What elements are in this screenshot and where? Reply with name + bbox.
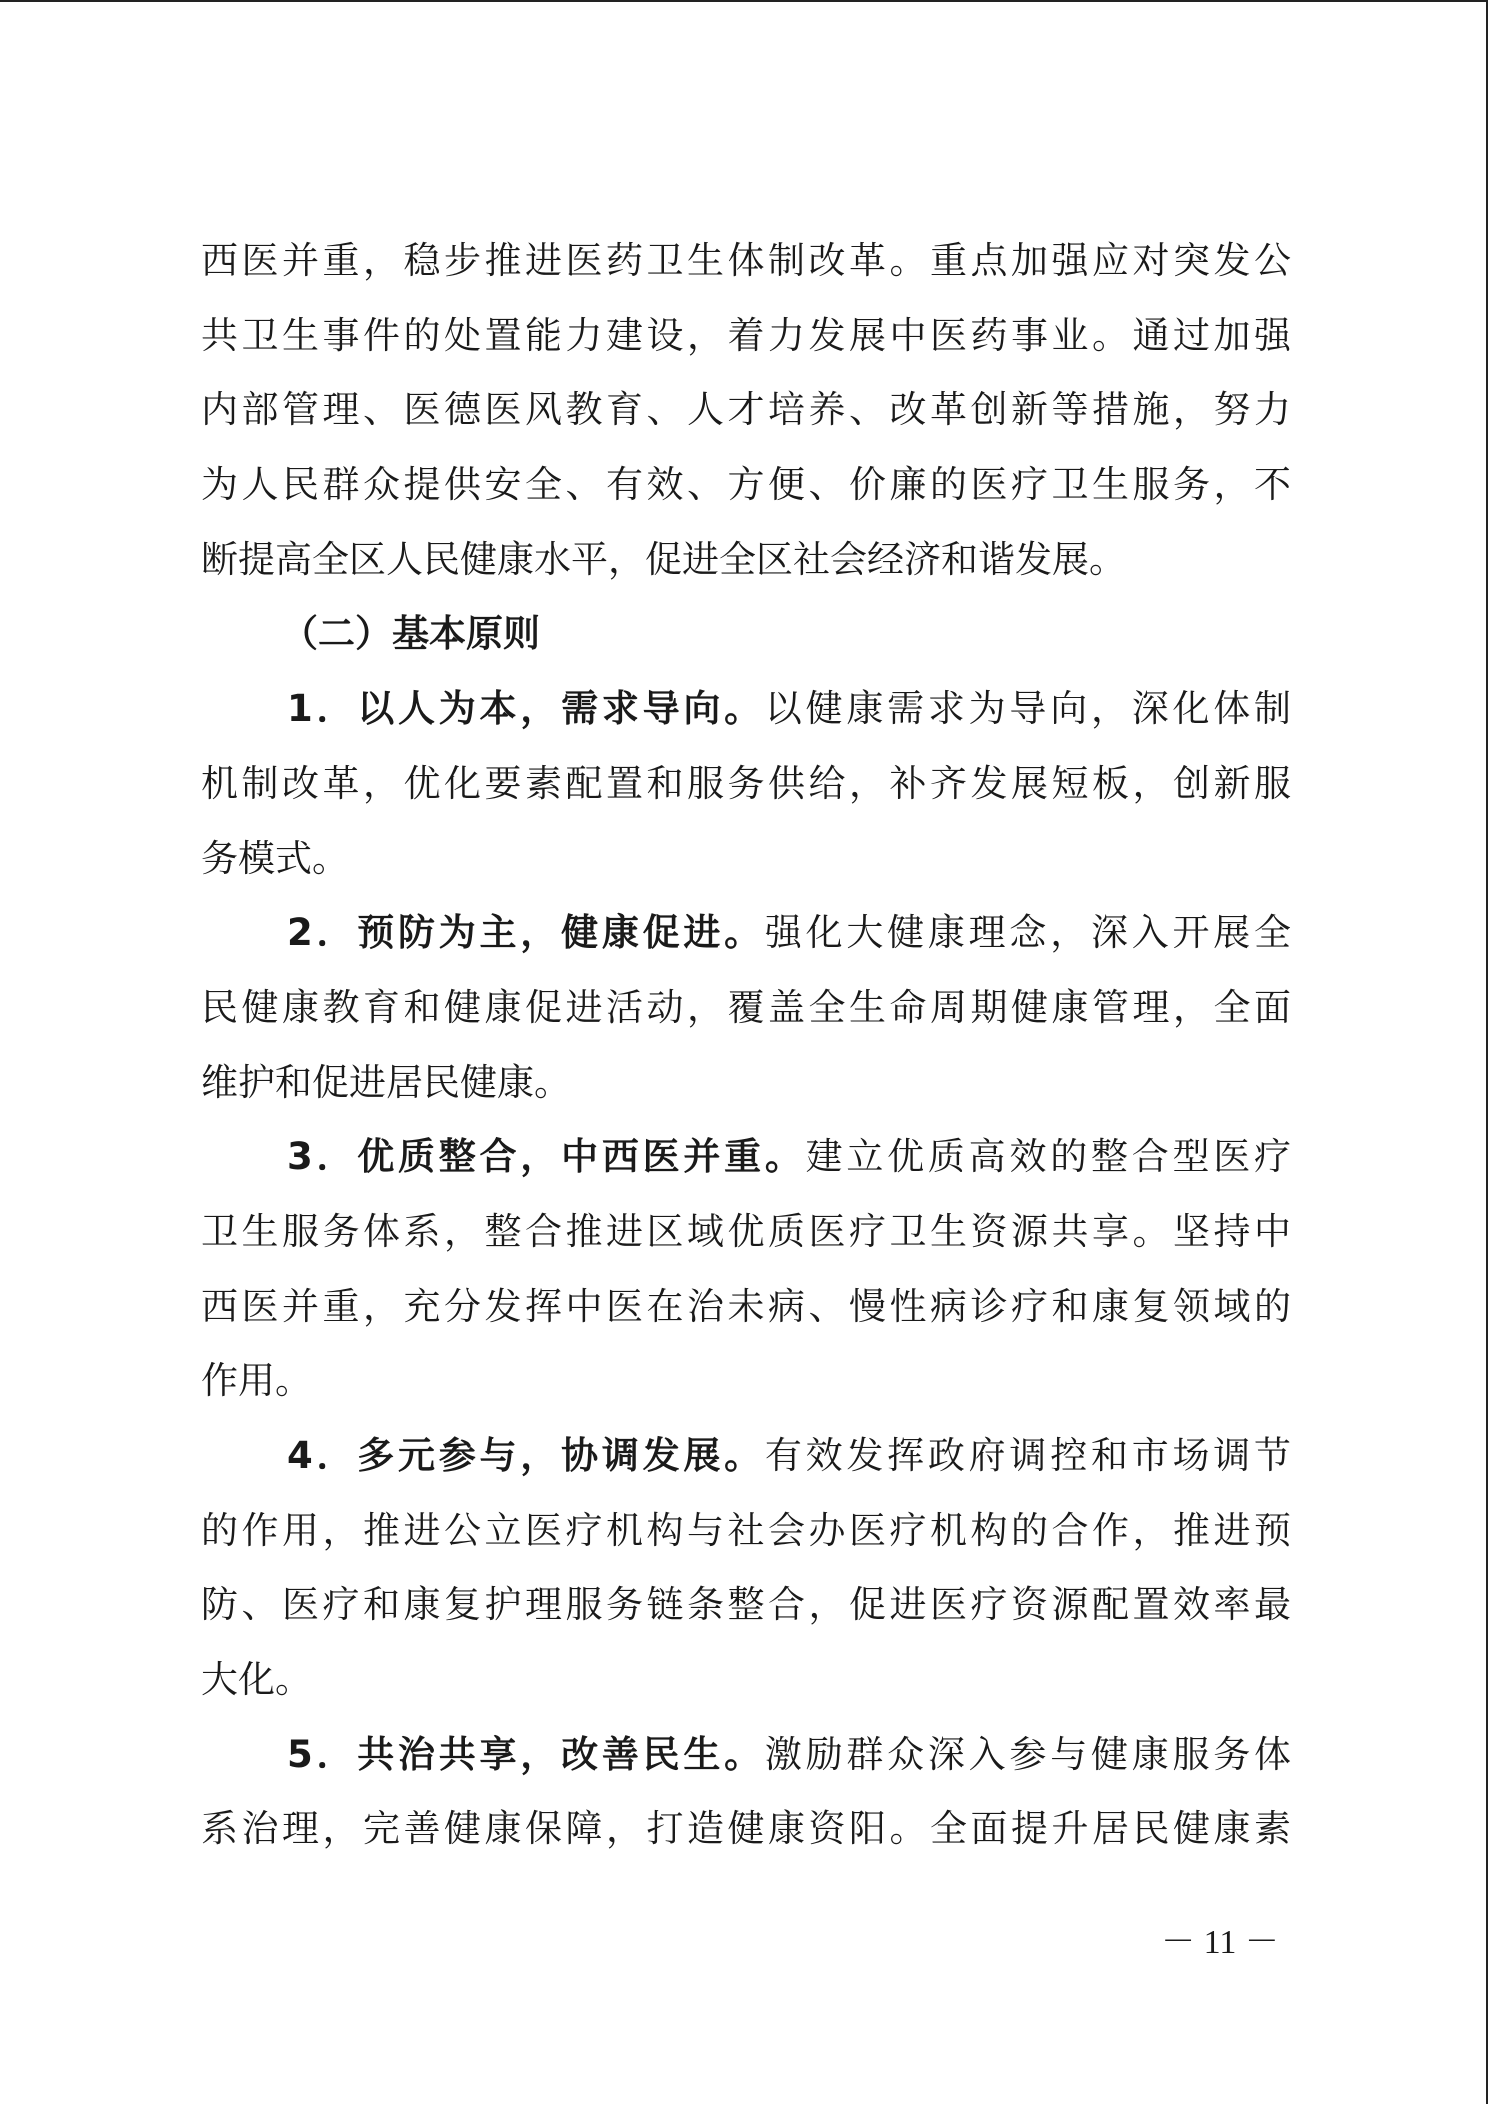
principle-title: 共治共享，改善民生。 — [357, 1732, 765, 1776]
principle-title: 优质整合，中西医并重。 — [357, 1135, 806, 1179]
body-text-line: 务模式。 — [201, 836, 349, 880]
principle-first-line — [201, 896, 1291, 971]
principle-title: 预防为主，健康促进。 — [357, 911, 765, 955]
body-text-line: 共卫生事件的处置能力建设，着力发展中医药事业。通过加强 — [201, 313, 1291, 357]
principle-text: 激励群众深入参与健康服务体 — [764, 1732, 1291, 1776]
body-text-line: 的作用，推进公立医疗机构与社会办医疗机构的合作，推进预 — [201, 1508, 1291, 1552]
principle-title: 多元参与，协调发展。 — [357, 1434, 765, 1477]
body-text-line: 西医并重，稳步推进医药卫生体制改革。重点加强应对突发公 — [201, 239, 1291, 282]
body-text-line: 民健康教育和健康促进活动，覆盖全生命周期健康管理，全面 — [201, 985, 1291, 1029]
page-number: － 11 － — [1161, 1924, 1279, 1961]
body-text-line: 系治理，完善健康保障，打造健康资阳。全面提升居民健康素 — [201, 1807, 1291, 1851]
principle-number: 5． — [287, 1732, 358, 1776]
body-text-line: 断提高全区人民健康水平，促进全区社会经济和谐发展。 — [201, 537, 1126, 581]
body-text-line: 为人民群众提供安全、有效、方便、价廉的医疗卫生服务，不 — [201, 463, 1291, 507]
principle-text: 强化大健康理念，深入开展全 — [764, 911, 1291, 955]
body-text-line: 卫生服务体系，整合推进区域优质医疗卫生资源共享。坚持中 — [201, 1209, 1291, 1253]
body-text-line: 内部管理、医德医风教育、人才培养、改革创新等措施，努力 — [201, 388, 1291, 432]
section-heading: （二）基本原则 — [281, 612, 540, 656]
body-text-line: 机制改革，优化要素配置和服务供给，补齐发展短板，创新服 — [201, 761, 1291, 805]
principle-text: 有效发挥政府调控和市场调节 — [764, 1434, 1291, 1477]
document-body — [201, 224, 1291, 1867]
principle-number: 2． — [287, 911, 358, 955]
principle-title: 以人为本，需求导向。 — [357, 687, 765, 731]
principle-number: 3． — [287, 1135, 358, 1179]
principle-number: 4． — [287, 1434, 358, 1477]
body-text-line: 维护和促进居民健康。 — [201, 1060, 571, 1104]
principle-first-line — [201, 672, 1291, 747]
body-text-line: 作用。 — [201, 1359, 312, 1403]
principle-first-line — [201, 1419, 1291, 1494]
body-text-line: 防、医疗和康复护理服务链条整合，促进医疗资源配置效率最 — [201, 1583, 1291, 1627]
body-text-line: 西医并重，充分发挥中医在治未病、慢性病诊疗和康复领域的 — [201, 1284, 1291, 1328]
principle-number: 1． — [287, 687, 358, 731]
principle-text: 以健康需求为导向，深化体制 — [764, 687, 1291, 731]
principle-text: 建立优质高效的整合型医疗 — [805, 1135, 1292, 1179]
body-text-line: 大化。 — [201, 1658, 312, 1702]
principle-first-line — [201, 1718, 1291, 1793]
principle-first-line — [201, 1120, 1291, 1195]
